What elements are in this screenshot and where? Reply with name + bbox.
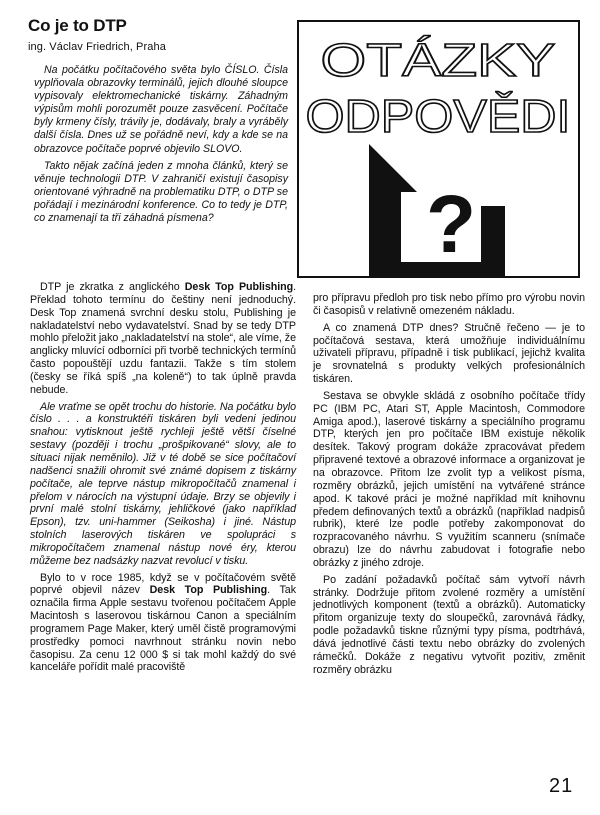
- body-paragraph: Po zadání požadavků počítač sám vytvoří návrh stránky. Dodržuje přitom zvolené rozměry a umístění jednotlivých komponent (textů a obrázků). Automaticky přitom organizuje texty do sloupečků, zarovnává řádky, podle požadavků tiskne různými typy písma, podtrhává, dává jednotlivé části textu nebo obrázky do zvolených rámečků. Dokáže z negativu vytvořit pozitiv, změnit rozměry obrázku: [313, 573, 585, 676]
- left-column: [30, 281, 296, 678]
- page-number: 21: [549, 775, 574, 797]
- body-paragraph-italic: Ale vraťme se opět trochu do historie. Na počátku bylo číslo . . . a konstruktéři tiskáren byli vedeni jedinou snahou: vytisknout ještě rychleji ještě větší číselné sestavy (později i trochu „prošpikované“ slovy, ale to situaci nijak neměnilo). Již v té době se sice počítačoví nadšenci snažili ohromit své známé dopisem z tiskárny počítače, ale teprve nástup mikropočítačů znamenal i přelom v nárocích na výstupní údaje. Brzy se objevily i první malé stolní tiskárny, jehličkové (jako například Epson), tzv. uni-hammer (Seikosha) i jiné. Nástup stolních laserových tiskáren ve spolupráci s mikropočítačem znamenal nástup nové éry, kterou můžeme bez nadsázky nazvat revolucí v tisku.: [30, 400, 296, 567]
- exclamation-question-icon: [369, 144, 505, 276]
- logo-graphic: [299, 22, 578, 276]
- intro-paragraph: Takto nějak začíná jeden z mnoha článků, který se věnuje technologii DTP. V zahraničí existují časopisy orientované výhradně na problematiku DTP, o DTP se pořádají i mezinárodní konference. Co to tedy je DTP, co znamenají ta tři záhadná písmena?: [34, 159, 288, 225]
- body-paragraph: pro přípravu předloh pro tisk nebo přímo pro výrobu novin či časopisů v relativně omezeném nákladu.: [313, 292, 585, 317]
- right-column: [313, 292, 585, 680]
- body-paragraph: Sestava se obvykle skládá z osobního počítače třídy PC (IBM PC, Atari ST, Apple Macintosh, Commodore Amiga apod.), laserové tiskárny a speciálního programu DTP, kterých jen pro počítače IBM existuje několik desítek. Takový program dokáže zpracovávat předem připravené textové a obrazové informace a organizovat je na obrazovce. Přitom lze zvolit typ a velikost písma, rozměry obrázků, jejich umístění na vytvářené stránce apod. K takové práci je možné například mít knihovnu předem definovaných textů a obrázků (například nadpisů rubrik), které lze podle potřeby zakomponovat do rozpracovaného návrhu. S využitím scanneru (snímače obrazu) lze do návrhu zabudovat i fotografie nebo obrázky z jiného zdroje.: [313, 389, 585, 569]
- logo-word-questions: OTÁZKY: [320, 34, 556, 86]
- body-paragraph: A co znamená DTP dnes? Stručně řečeno — je to počítačová sestava, která umožňuje individuálnímu uživateli přípravu, případně i tisk publikací, jejichž kvalita je srovnatelná s produkty velkých profesionálních tiskáren.: [313, 321, 585, 386]
- body-paragraph: DTP je zkratka z anglického Desk Top Publishing. Překlad tohoto termínu do češtiny není jednoduchý. Desk Top znamená svrchní desku stolu, Publishing je nakladatelství nebo vydavatelství. Snad by se tedy DTP mohlo přeložit jako „nakladatelství na stole“, ale víme, že anglicky mluvící odborníci při tvorbě technických termínů často popouštějí uzdu fantazii. Takže s tím stolem (česky se říká spíš „na koleně“) to tak úplně pravda nebude.: [30, 281, 297, 396]
- article-author: ing. Václav Friedrich, Praha: [28, 41, 166, 53]
- logo-word-answers: ODPOVĚDI: [305, 90, 571, 142]
- article-intro: [34, 64, 288, 229]
- body-paragraph: Bylo to v roce 1985, když se v počítačovém světě poprvé objevil název Desk Top Publishing. Tak označila firma Apple sestavu tvořenou počítačem Apple Macintosh s laserovou tiskárnou Canon a speciálním programem Page Maker, který uměl čistě programovými prostředky pomoci navrhnout stránku novin nebo časopisu. Za cenu 12 000 $ si tak mohl každý do své kanceláře pořídit malé pracoviště: [30, 571, 296, 674]
- questions-answers-logo: [297, 20, 580, 278]
- logo-question-mark: ?: [425, 179, 477, 270]
- intro-paragraph: Na počátku počítačového světa bylo ČÍSLO. Čísla vyplňovala obrazovky terminálů, jejich dlouhé sloupce vypisovaly elektromechanické tiskárny. Záhadným výpisům mohli porozumět pouze zasvěcení. Počítače byly krmeny čísly, trávily je, dodávaly, braly a vyráběly další čísla. Dnes už se pořádně neví, kdy a kde se na obrazovce počítače poprvé objevilo SLOVO.: [34, 64, 288, 155]
- article-title: Co je to DTP: [28, 16, 127, 35]
